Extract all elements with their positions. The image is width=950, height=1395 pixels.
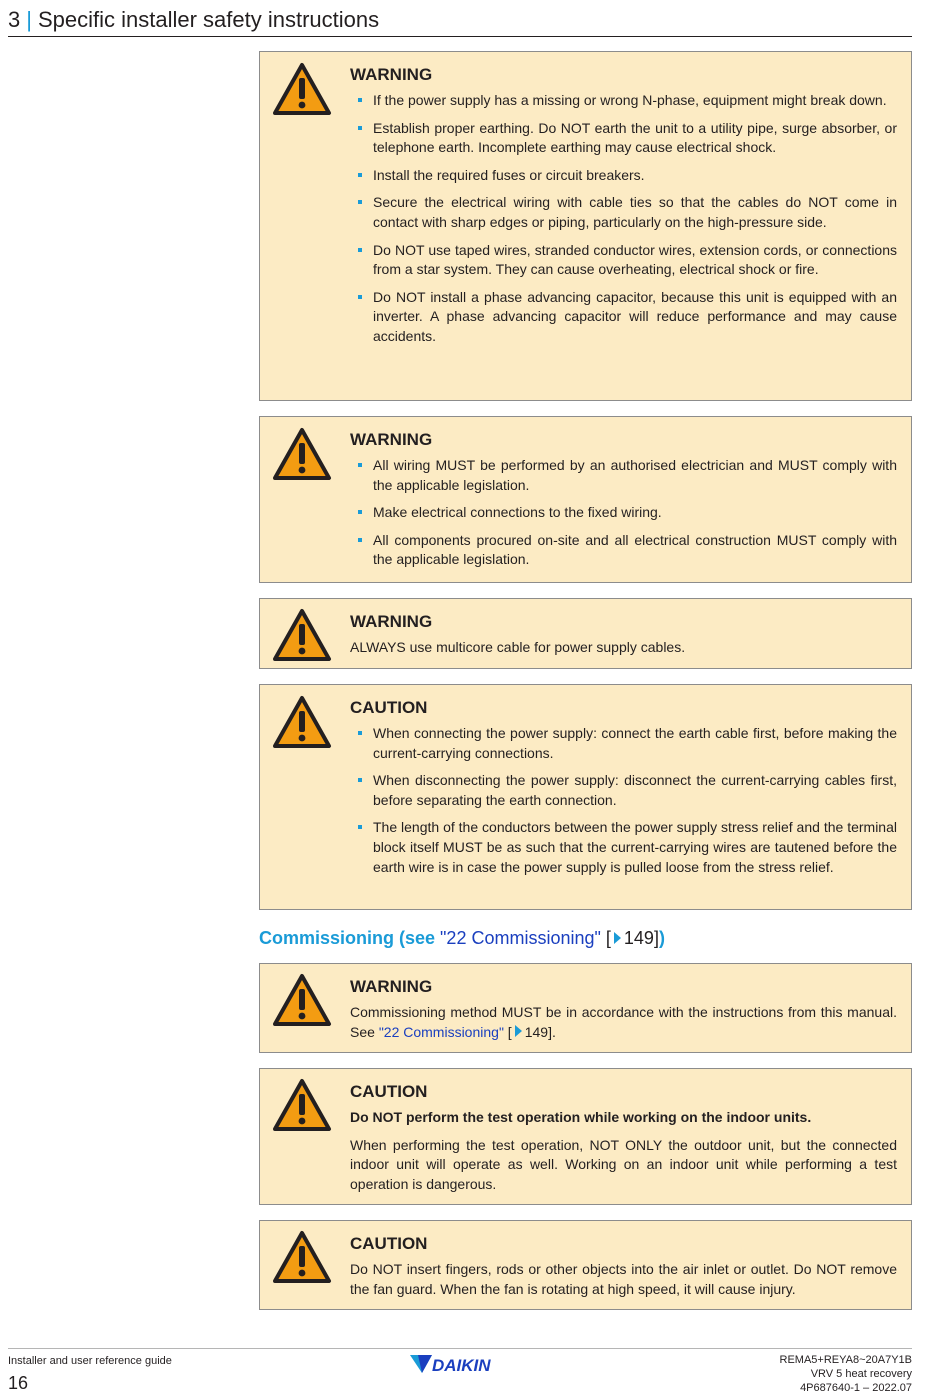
page-arrow-icon	[614, 932, 621, 944]
warning-triangle-icon	[272, 1230, 332, 1284]
footer-document-info	[780, 1353, 912, 1395]
commissioning-link[interactable]: "22 Commissioning"	[440, 928, 601, 948]
warning-triangle-icon	[272, 695, 332, 749]
box-bold-text: Do NOT perform the test operation while working on the indoor units.	[350, 1109, 812, 1125]
list-item: Install the required fuses or circuit breakers.	[350, 166, 897, 186]
list-item: Do NOT install a phase advancing capacitor, because this unit is equipped with an inverter. A phase advancing capacitor will reduce performance and may cause accidents.	[350, 288, 897, 347]
list-item: The length of the conductors between the power supply stress relief and the terminal block itself MUST be as such that the current-carrying wires are tautened before the earth wire is in case the power supply is pulled loose from the stress relief.	[350, 818, 897, 877]
box-heading: WARNING	[350, 65, 433, 84]
model-code: REMA5+REYA8~20A7Y1B	[779, 1354, 912, 1366]
list-item: When connecting the power supply: connect the earth cable first, before making the current-carrying connections.	[350, 724, 897, 763]
page-arrow-icon	[515, 1025, 522, 1037]
list-item: All components procured on-site and all electrical construction MUST comply with the applicable legislation.	[350, 531, 897, 570]
bullet-icon	[358, 731, 362, 735]
bullet-icon	[358, 173, 362, 177]
bullet-icon	[358, 98, 362, 102]
page-header	[8, 6, 912, 37]
warning-triangle-icon	[272, 427, 332, 481]
bullet-list	[350, 724, 897, 877]
list-item: If the power supply has a missing or wrong N-phase, equipment might break down.	[350, 91, 897, 111]
chapter-number: 3	[8, 7, 21, 32]
bullet-icon	[358, 463, 362, 467]
document-code: 4P687640-1 – 2022.07	[800, 1382, 912, 1394]
section-heading-commissioning: Commissioning (see "22 Commissioning" [ 149])	[259, 928, 665, 948]
product-name: VRV 5 heat recovery	[810, 1368, 912, 1380]
page-number: 16	[8, 1373, 29, 1393]
list-item: Secure the electrical wiring with cable ties so that the cables do NOT come in contact with sharp edges or piping, particularly on the high-pressure side.	[350, 193, 897, 232]
box-text: Do NOT insert fingers, rods or other objects into the air inlet or outlet. Do NOT remove the fan guard. When the fan is rotating at high speed, it will cause injury.	[350, 1261, 897, 1297]
list-item: When disconnecting the power supply: disconnect the current-carrying cables first, before separating the earth connection.	[350, 771, 897, 810]
header-separator: |	[26, 7, 32, 32]
page-reference[interactable]: 149	[524, 1023, 549, 1040]
caution-box-earth-connection	[259, 684, 912, 910]
bullet-icon	[358, 126, 362, 130]
bullet-list	[350, 456, 897, 570]
list-item: Establish proper earthing. Do NOT earth the unit to a utility pipe, surge absorber, or telephone earth. Incomplete earthing may cause electrical shock.	[350, 119, 897, 158]
box-heading: CAUTION	[350, 1234, 428, 1253]
list-item: Make electrical connections to the fixed wiring.	[350, 503, 897, 523]
caution-box-fan-guard	[259, 1220, 912, 1310]
warning-triangle-icon	[272, 973, 332, 1027]
bullet-icon	[358, 295, 362, 299]
footer-divider	[8, 1348, 912, 1349]
box-text: Commissioning method MUST be in accordance with the instructions from this manual. See "22 Commissioning" [ 149].	[350, 1004, 897, 1040]
warning-triangle-icon	[272, 62, 332, 116]
box-heading: CAUTION	[350, 1082, 428, 1101]
bullet-icon	[358, 200, 362, 204]
warning-box-commissioning	[259, 963, 912, 1053]
svg-text:DAIKIN: DAIKIN	[432, 1356, 491, 1375]
warning-box-wiring	[259, 416, 912, 583]
warning-box-multicore	[259, 598, 912, 669]
warning-box-power-supply	[259, 51, 912, 401]
box-heading: WARNING	[350, 430, 433, 449]
chapter-title: Specific installer safety instructions	[37, 7, 380, 32]
bullet-list	[350, 91, 897, 347]
box-heading: CAUTION	[350, 698, 428, 717]
caution-box-test-operation	[259, 1068, 912, 1205]
list-item: Do NOT use taped wires, stranded conductor wires, extension cords, or connections from a star system. They can cause overheating, electrical shock or fire.	[350, 241, 897, 280]
box-heading: WARNING	[350, 977, 433, 996]
box-text: ALWAYS use multicore cable for power supply cables.	[350, 639, 686, 655]
bullet-icon	[358, 825, 362, 829]
bullet-icon	[358, 778, 362, 782]
daikin-logo	[408, 1352, 512, 1376]
warning-triangle-icon	[272, 608, 332, 662]
box-text: When performing the test operation, NOT ONLY the outdoor unit, but the connected indoor unit will operate as well. Working on an indoor unit while performing a test operation is dangerous.	[350, 1136, 897, 1192]
bullet-icon	[358, 538, 362, 542]
footer-guide-title: Installer and user reference guide	[8, 1355, 172, 1367]
warning-triangle-icon	[272, 1078, 332, 1132]
bullet-icon	[358, 248, 362, 252]
page-reference[interactable]: 149	[623, 928, 654, 948]
commissioning-link[interactable]: "22 Commissioning"	[378, 1023, 504, 1040]
list-item: All wiring MUST be performed by an authorised electrician and MUST comply with the applicable legislation.	[350, 456, 897, 495]
box-heading: WARNING	[350, 612, 433, 631]
bullet-icon	[358, 510, 362, 514]
